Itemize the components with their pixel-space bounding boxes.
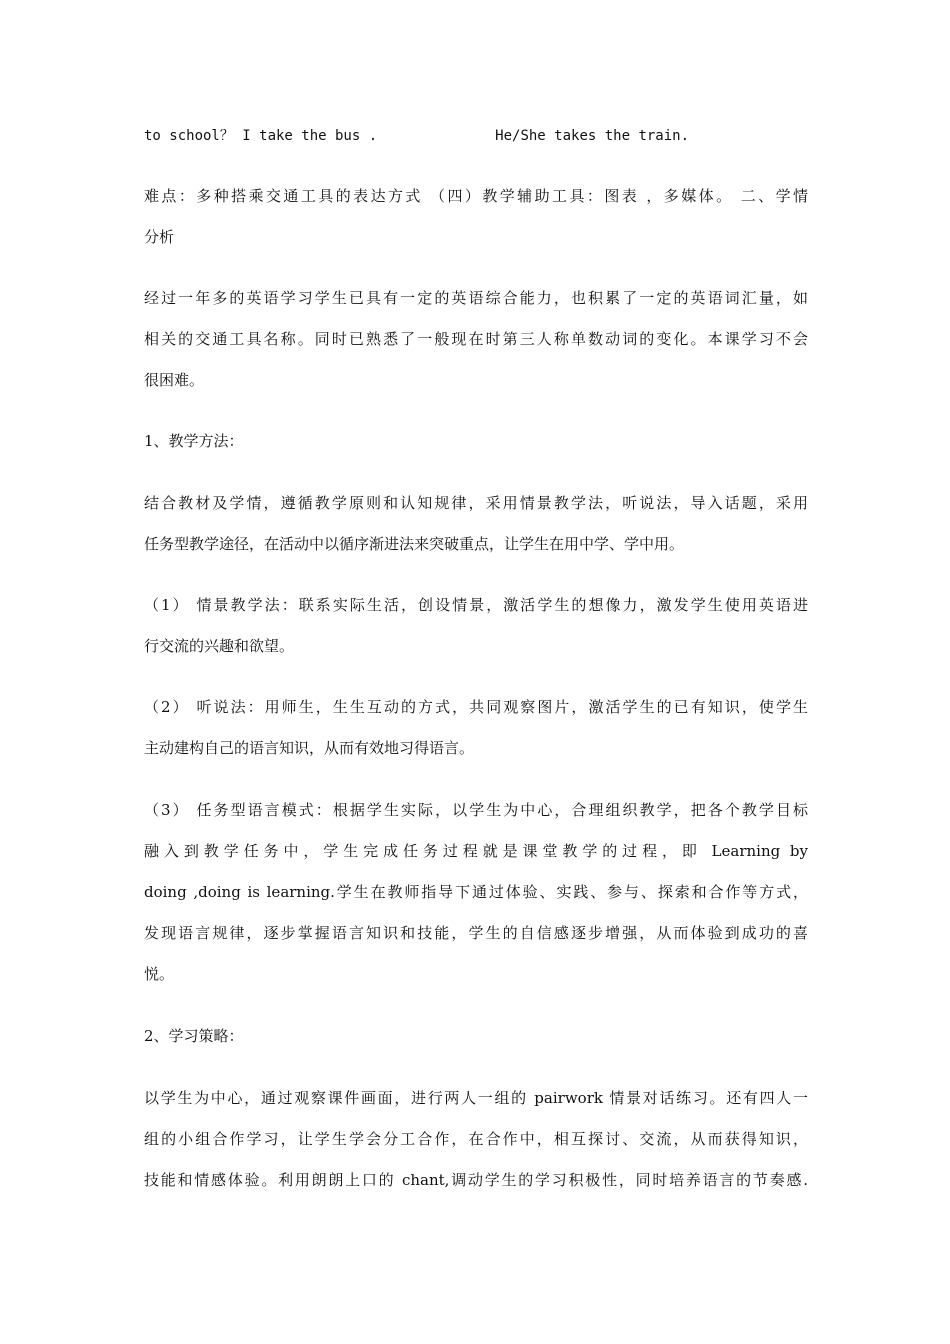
method-item-3-line-4: 发现语言规律，逐步掌握语言知识和技能，学生的自信感逐步增强，从而体验到成功的喜: [144, 924, 808, 942]
teaching-method-paragraph: [144, 483, 808, 565]
method-line-1: 结合教材及学情，遵循教学原则和认知规律，采用情景教学法，听说法，导入话题，采用: [144, 494, 808, 512]
method-item-2-line-2: 主动建构自己的语言知识，从而有效地习得语言。: [144, 739, 475, 757]
analysis-line-2: 相关的交通工具名称。同时已熟悉了一般现在时第三人称单数动词的变化。本课学习不会: [144, 330, 808, 348]
difficulty-line-2: 分析: [144, 228, 175, 246]
analysis-line-3: 很困难。: [144, 371, 205, 389]
method-item-3-line-1: （3） 任务型语言模式：根据学生实际，以学生为中心，合理组织教学，把各个教学目标: [144, 801, 808, 819]
strategy-line-2: 组的小组合作学习，让学生学会分工合作，在合作中，相互探讨、交流，从而获得知识，: [144, 1130, 808, 1148]
method-item-3-line-5: 悦。: [144, 965, 175, 983]
teaching-method-heading: [144, 421, 808, 462]
example-sentence-2: He/She takes the train.: [495, 128, 690, 144]
section-heading: 1、教学方法：: [144, 432, 244, 450]
section-heading: 2、学习策略：: [144, 1027, 244, 1045]
method-line-2: 任务型教学途径，在活动中以循序渐进法来突破重点，让学生在用中学、学中用。: [144, 535, 685, 553]
difficulty-line-1: 难点：多种搭乘交通工具的表达方式 （四）教学辅助工具：图表 ，多媒体。 二、学情: [144, 187, 808, 205]
method-item-2: [144, 687, 808, 769]
difficulty-paragraph: [144, 176, 808, 258]
method-item-1-line-2: 行交流的兴趣和欲望。: [144, 637, 295, 655]
learning-strategy-paragraph: [144, 1078, 808, 1201]
dialogue-example: [144, 116, 808, 157]
strategy-line-3: 技能和情感体验。利用朗朗上口的 chant,调动学生的学习积极性，同时培养语言的节奏感.: [144, 1171, 808, 1189]
method-item-2-line-1: （2） 听说法：用师生，生生互动的方式，共同观察图片，激活学生的已有知识，使学生: [144, 698, 808, 716]
method-item-3-line-2: 融入到教学任务中，学生完成任务过程就是课堂教学的过程，即 Learning by: [144, 842, 808, 860]
learning-strategy-heading: [144, 1016, 808, 1057]
method-item-1-line-1: （1） 情景教学法：联系实际生活，创设情景，激活学生的想像力，激发学生使用英语进: [144, 596, 808, 614]
strategy-line-1: 以学生为中心，通过观察课件画面，进行两人一组的 pairwork 情景对话练习。还有四人一: [144, 1089, 808, 1107]
method-item-3: [144, 790, 808, 995]
student-analysis-paragraph: [144, 278, 808, 401]
method-item-3-line-3: doing ,doing is learning.学生在教师指导下通过体验、实践、参与、探索和合作等方式，: [144, 883, 808, 901]
method-item-1: [144, 585, 808, 667]
analysis-line-1: 经过一年多的英语学习学生已具有一定的英语综合能力，也积累了一定的英语词汇量，如: [144, 289, 808, 307]
example-sentence-1: to school？ I take the bus .: [144, 128, 378, 144]
